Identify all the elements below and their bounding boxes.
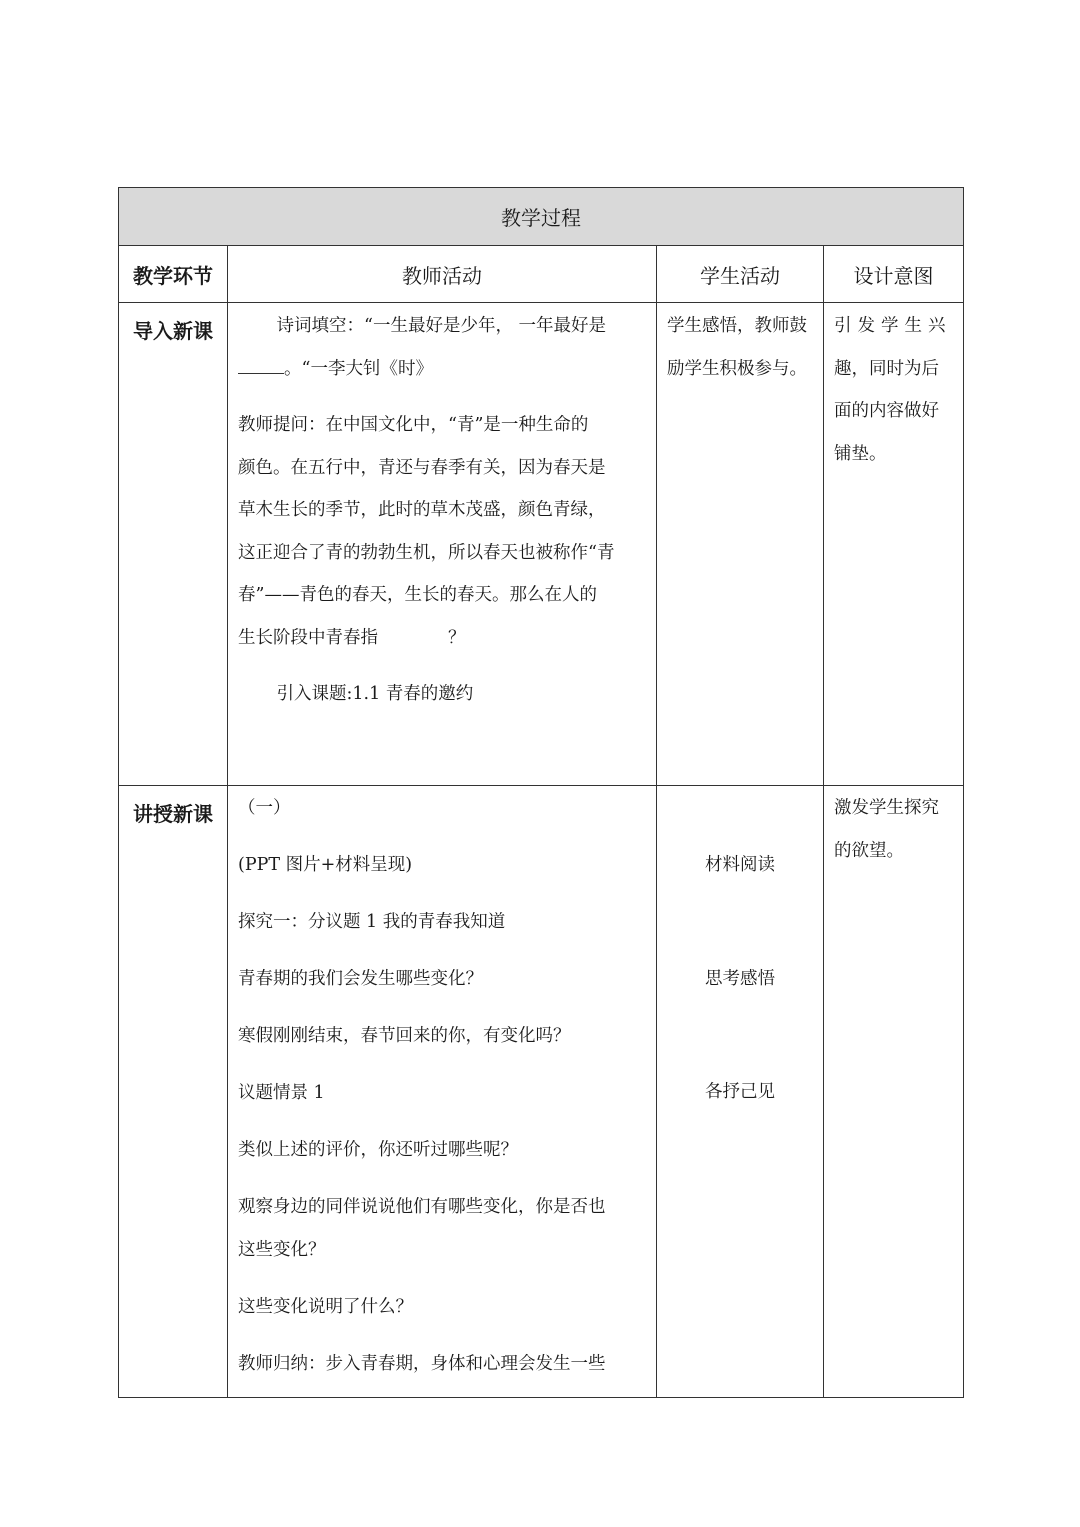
teach-teacher-line: 探究一：分议题 1 我的青春我知道	[238, 912, 506, 932]
teach-teacher-line: 寒假刚刚结束，春节回来的你，有变化吗？	[238, 1026, 571, 1046]
teach-teacher-line: 议题情景 1	[238, 1083, 325, 1103]
stage-teach: 讲授新课	[119, 786, 228, 1398]
header-design-intent: 设计意图	[824, 246, 964, 303]
teach-teacher-activity	[228, 786, 657, 1398]
header-stage: 教学环节	[119, 246, 228, 303]
teach-student-item: 材料阅读	[705, 855, 775, 875]
table-header-row	[119, 246, 964, 303]
intro-design-line: 趣，同时为后	[834, 358, 939, 379]
intro-student-line: 学生感悟，教师鼓	[667, 316, 807, 336]
intro-student-line: 励学生积极参与。	[667, 358, 807, 379]
table-title: 教学过程	[119, 188, 964, 246]
intro-teacher-line: 诗词填空：“一生最好是少年， 一年最好是	[276, 316, 607, 336]
intro-teacher-line: 春”——青色的春天，生长的春天。那么在人的	[238, 585, 597, 605]
teach-teacher-line: （一）	[238, 798, 291, 818]
table-row	[119, 786, 964, 1398]
intro-teacher-line	[228, 348, 656, 391]
teach-teacher-line: 类似上述的评价，你还听过哪些呢？	[238, 1140, 518, 1160]
intro-design-line: 面的内容做好	[834, 401, 939, 421]
teach-student-item: 各抒己见	[705, 1082, 775, 1102]
intro-topic-line: 引入课题:1.1 青春的邀约	[276, 684, 474, 704]
teach-design-line: 的欲望。	[834, 840, 904, 861]
fill-in-blank	[238, 353, 284, 373]
teach-teacher-line: 这些变化？	[238, 1239, 326, 1260]
intro-teacher-line: 生长阶段中青春指 ？	[238, 627, 466, 648]
teach-teacher-line: 教师归纳：步入青春期，身体和心理会发生一些	[238, 1353, 606, 1374]
lesson-process-table	[118, 187, 964, 1398]
intro-teacher-line: 颜色。在五行中，青还与春季有关，因为春天是	[238, 457, 606, 478]
intro-teacher-activity	[228, 303, 657, 786]
table-title-row	[119, 188, 964, 246]
intro-teacher-text: 。“一李大钊《时》	[284, 358, 433, 379]
intro-student-activity	[657, 303, 824, 786]
teach-teacher-line: (PPT 图片+材料呈现)	[238, 855, 413, 875]
intro-teacher-line: 教师提问：在中国文化中，“青”是一种生命的	[238, 415, 589, 435]
stage-intro: 导入新课	[119, 303, 228, 786]
intro-teacher-line: 草木生长的季节，此时的草木茂盛，颜色青绿，	[238, 500, 606, 520]
teach-student-activity	[657, 786, 824, 1398]
teach-design-intent	[824, 786, 964, 1398]
table-row	[119, 303, 964, 786]
header-student-activity: 学生活动	[657, 246, 824, 303]
header-teacher-activity: 教师活动	[228, 246, 657, 303]
teach-teacher-line: 观察身边的同伴说说他们有哪些变化，你是否也	[238, 1197, 606, 1217]
intro-design-line: 铺垫。	[834, 443, 887, 464]
teach-student-item: 思考感悟	[705, 968, 775, 989]
intro-design-intent	[824, 303, 964, 786]
teach-teacher-line: 青春期的我们会发生哪些变化？	[238, 969, 483, 989]
intro-design-line: 引发学生兴	[834, 316, 952, 336]
teach-teacher-line: 这些变化说明了什么？	[238, 1296, 413, 1317]
teach-design-line: 激发学生探究	[834, 798, 939, 818]
intro-teacher-line: 这正迎合了青的勃勃生机，所以春天也被称作“青	[238, 542, 615, 563]
